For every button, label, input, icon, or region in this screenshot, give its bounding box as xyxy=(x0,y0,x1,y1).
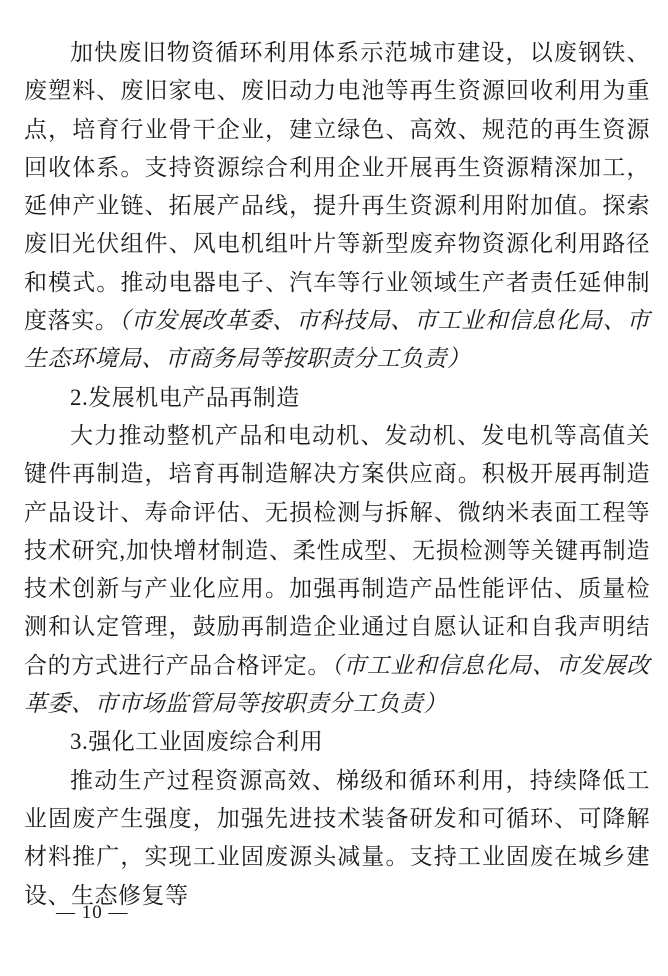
paragraph-recycling-system-attribution: （市发展改革委、市科技局、市工业和信息化局、市生态环境局、市商务局等按职责分工负责） xyxy=(24,308,651,372)
section-heading-remanufacturing: 2.发展机电产品再制造 xyxy=(70,384,300,410)
paragraph-recycling-system xyxy=(24,34,650,379)
page-number: — 10 — xyxy=(56,902,129,923)
paragraph-industrial-solid-waste xyxy=(24,762,650,915)
paragraph-remanufacturing xyxy=(24,417,650,723)
document-body xyxy=(24,34,650,915)
paragraph-industrial-solid-waste-text: 推动生产过程资源高效、梯级和循环利用，持续降低工业固废产生强度，加强先进技术装备研发和可循环、可降解材料推广，实现工业固废源头减量。支持工业固废在城乡建设、生态修复等 xyxy=(24,767,650,908)
paragraph-remanufacturing-attribution: （市工业和信息化局、市发展改革委、市市场监管局等按职责分工负责） xyxy=(24,652,651,717)
paragraph-recycling-system-text: 加快废旧物资循环利用体系示范城市建设，以废钢铁、废塑料、废旧家电、废旧动力电池等再生资源回收利用为重点，培育行业骨干企业，建立绿色、高效、规范的再生资源回收体系。支持资源综合利用企业开展再生资源精深加工，延伸产业链、拓展产品线，提升再生资源利用附加值。探索废旧光伏组件、风电机组叶片等新型废弃物资源化利用路径和模式。推动电器电子、汽车等行业领域生产者责任延伸制度落实。 xyxy=(24,40,650,334)
paragraph-remanufacturing-text: 大力推动整机产品和电动机、发动机、发电机等高值关键件再制造，培育再制造解决方案供应商。积极开展再制造产品设计、寿命评估、无损检测与拆解、微纳米表面工程等技术研究,加快增材制造、柔性成型、无损检测等关键再制造技术创新与产业化应用。加强再制造产品性能评估、质量检测和认定管理，鼓励再制造企业通过自愿认证和自我声明结合的方式进行产品合格评定。 xyxy=(24,422,650,678)
section-heading-industrial-solid-waste: 3.强化工业固废综合利用 xyxy=(70,729,324,755)
